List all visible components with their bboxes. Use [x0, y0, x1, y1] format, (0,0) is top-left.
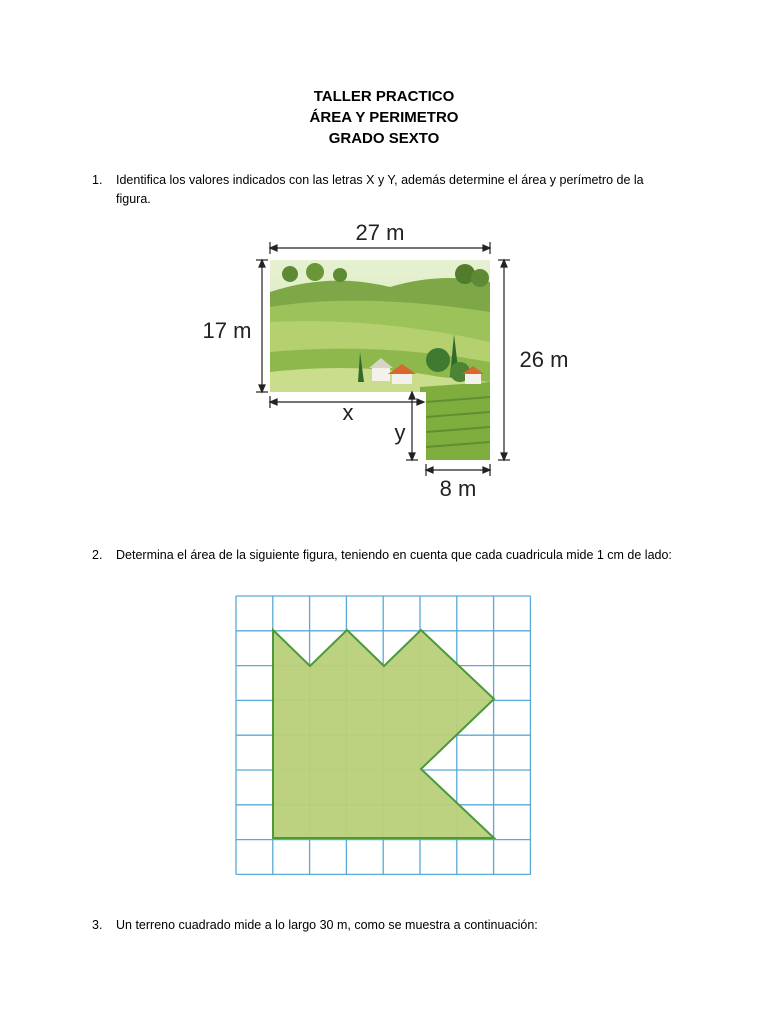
title-line-3: GRADO SEXTO	[328, 130, 440, 147]
label-x: x	[342, 400, 354, 425]
landscape-image	[270, 260, 490, 460]
label-right-26m: 26 m	[519, 347, 569, 372]
dimension-right	[498, 260, 510, 460]
title-line-2: ÁREA Y PERIMETRO	[309, 109, 459, 126]
label-y: y	[394, 420, 406, 445]
figure-grid-polygon	[230, 590, 540, 887]
question-3	[92, 916, 672, 935]
question-text: Identifica los valores indicados con las letras X y Y, además determine el área y perímetro de la figura.	[116, 173, 644, 206]
dimension-bottom	[426, 464, 490, 476]
label-top-27m: 27 m	[355, 220, 405, 245]
title-line-1: TALLER PRACTICO	[313, 88, 455, 105]
question-text: Un terreno cuadrado mide a lo largo 30 m, como se muestra a continuación:	[116, 918, 538, 932]
question-2	[92, 546, 672, 565]
question-text: Determina el área de la siguiente figura, teniendo en cuenta que cada cuadricula mide 1 cm de lado:	[116, 548, 672, 562]
question-number: 3.	[92, 918, 103, 932]
dimension-left	[256, 260, 268, 392]
label-bottom-8m: 8 m	[439, 476, 477, 501]
label-left-17m: 17 m	[202, 318, 252, 343]
document-header	[0, 86, 768, 149]
question-number: 1.	[92, 173, 103, 187]
question-number: 2.	[92, 548, 103, 562]
figure-l-shape-landscape	[180, 212, 600, 517]
question-1	[92, 171, 672, 209]
